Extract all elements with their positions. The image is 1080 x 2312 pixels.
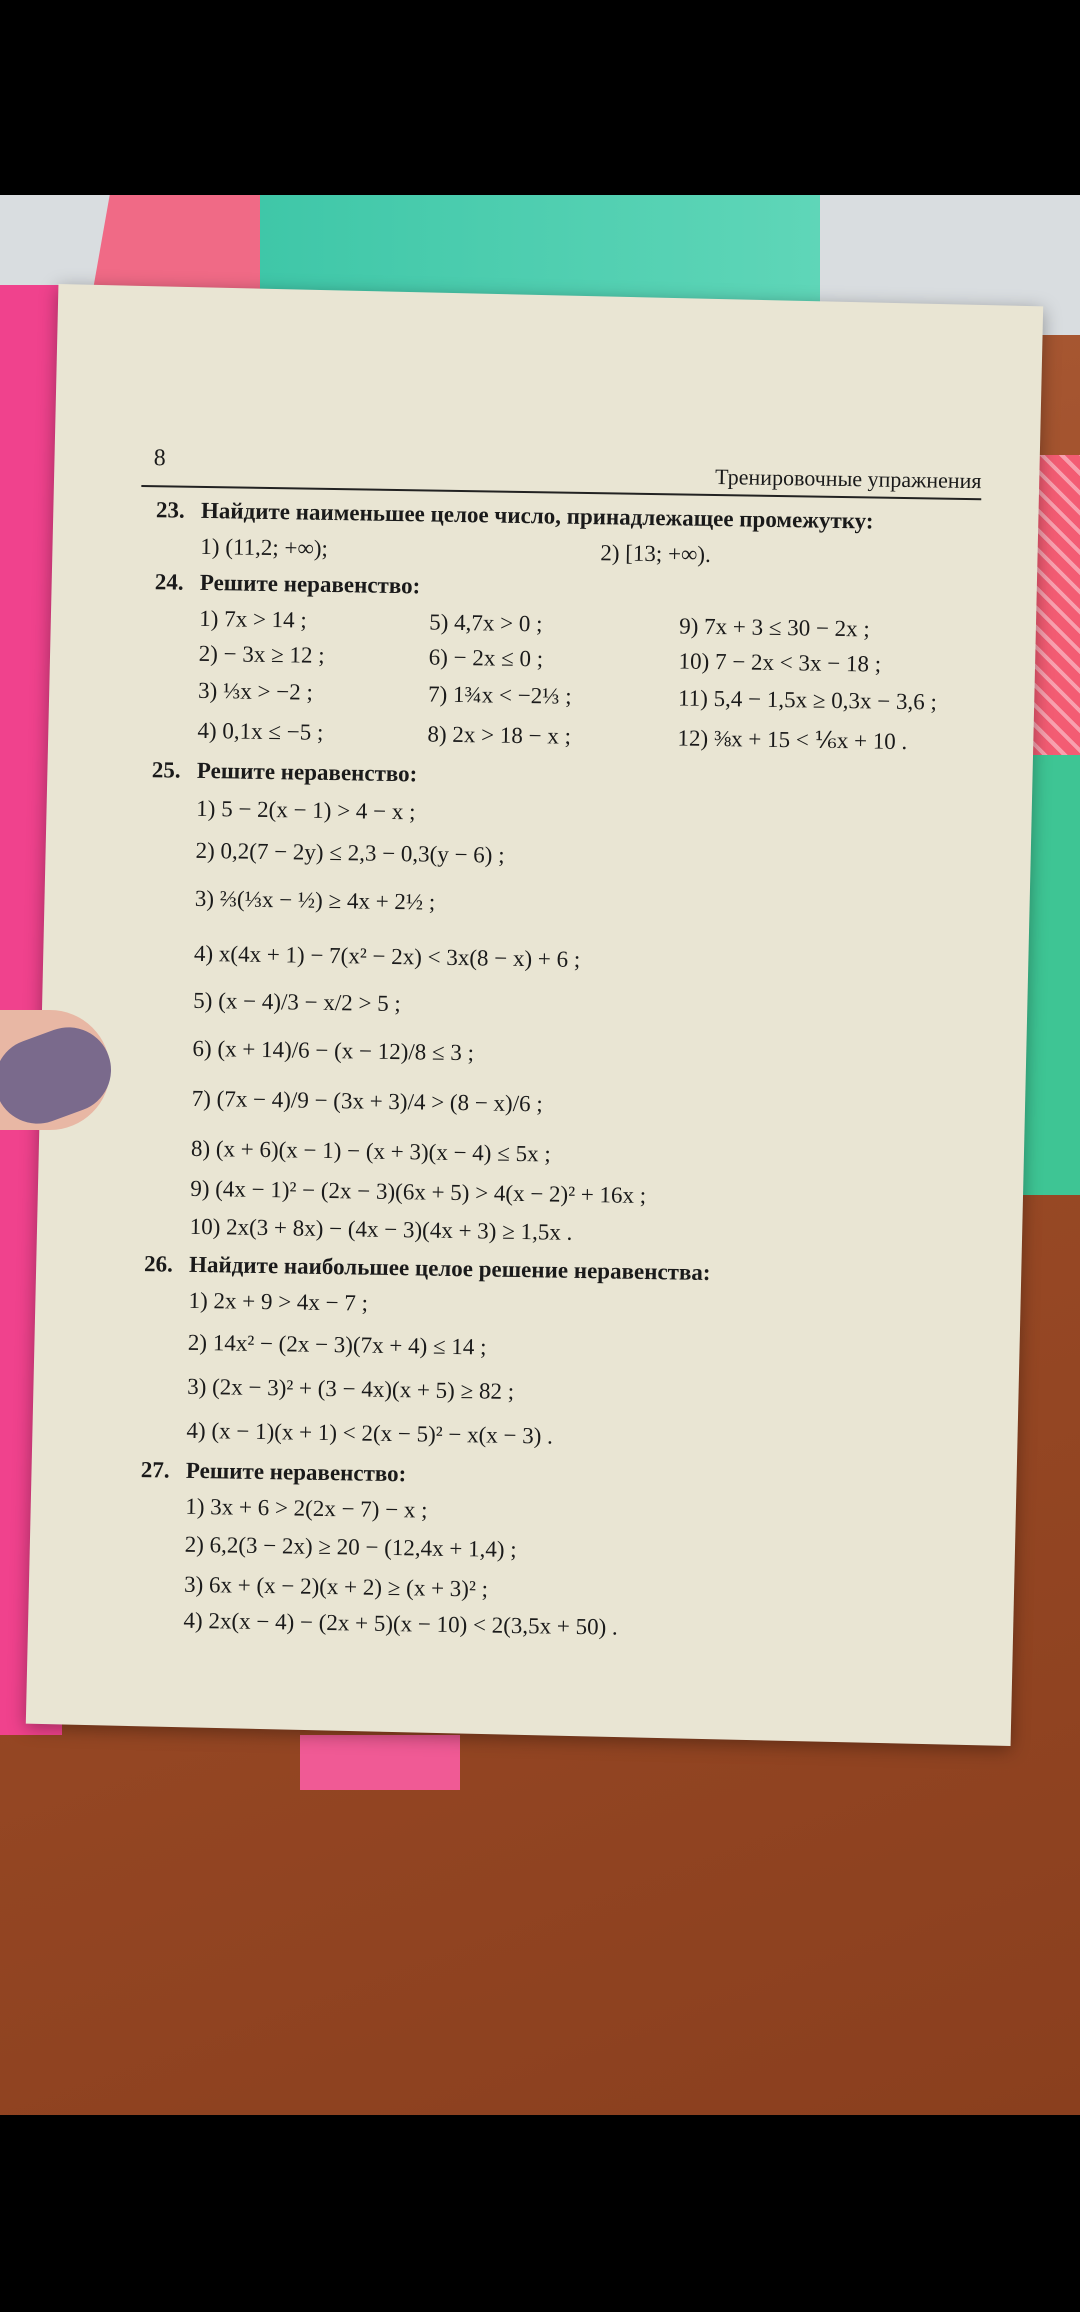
task-text: Решите неравенство: — [199, 569, 421, 599]
task-text: Решите неравенство: — [185, 1457, 407, 1487]
pink-folder-bottom — [300, 1735, 460, 1790]
task-item: 3) ⅓x > −2 ; — [197, 677, 314, 705]
task-item: 10) 7 − 2x < 3x − 18 ; — [678, 648, 882, 677]
task-item: 2) [13; +∞). — [600, 540, 712, 567]
task-item: 5) (x − 4)/3 − x/2 > 5 ; — [193, 987, 402, 1017]
task-item: 1) (11,2; +∞); — [200, 533, 329, 561]
task-item: 3) 6x + (x − 2)(x + 2) ≥ (x + 3)² ; — [183, 1571, 489, 1602]
task-text: Найдите наименьшее целое число, принадлежащее промежутку: — [200, 497, 874, 534]
task-item-circled: 4) x(4x + 1) − 7(x² − 2x) < 3x(8 − x) + 6 ; — [193, 940, 581, 972]
task-item: 1) 2x + 9 > 4x − 7 ; — [188, 1287, 369, 1316]
page-number: 8 — [153, 445, 166, 472]
task-item: 4) 0,1x ≤ −5 ; — [197, 717, 324, 745]
task-item: 8) (x + 6)(x − 1) − (x + 3)(x − 4) ≤ 5x ; — [190, 1135, 551, 1167]
task-item: 2) 6,2(3 − 2x) ≥ 20 − (12,4x + 1,4) ; — [184, 1531, 517, 1563]
task-item: 7) 1¾x < −2⅓ ; — [427, 681, 572, 709]
task-item: 1) 3x + 6 > 2(2x − 7) − x ; — [185, 1493, 428, 1523]
task-item: 1) 5 − 2(x − 1) > 4 − x ; — [196, 795, 416, 825]
task-item: 10) 2x(3 + 8x) − (4x − 3)(4x + 3) ≥ 1,5x . — [189, 1213, 573, 1245]
task-item: 9) 7x + 3 ≤ 30 − 2x ; — [679, 613, 871, 642]
letterbox-bottom — [0, 2115, 1080, 2312]
task-item-circled: 2) 14x² − (2x − 3)(7x + 4) ≤ 14 ; — [187, 1329, 487, 1360]
task-item: 5) 4,7x > 0 ; — [429, 609, 543, 637]
task-item: 3) (2x − 3)² + (3 − 4x)(x + 5) ≥ 82 ; — [187, 1373, 515, 1404]
task-item: 1) 7x > 14 ; — [199, 605, 307, 633]
task-item: 4) (x − 1)(x + 1) < 2(x − 5)² − x(x − 3) . — [186, 1417, 554, 1449]
task-item: 2) − 3x ≥ 12 ; — [198, 640, 325, 668]
task-item: 9) (4x − 1)² − (2x − 3)(6x + 5) > 4(x − 2)² + 16x ; — [190, 1175, 647, 1209]
task-item: 7) (7x − 4)/9 − (3x + 3)/4 > (8 − x)/6 ; — [191, 1085, 543, 1117]
task-number: 26. — [143, 1251, 174, 1277]
task-item: 12) ⅜x + 15 < ⅙x + 10 . — [677, 725, 908, 755]
task-item: 2) 0,2(7 − 2y) ≤ 2,3 − 0,3(y − 6) ; — [195, 837, 505, 868]
task-item: 6) − 2x ≤ 0 ; — [428, 644, 544, 672]
task-item: 3) ⅔(⅓x − ½) ≥ 4x + 2½ ; — [194, 885, 436, 915]
task-number: 25. — [151, 757, 181, 783]
task-item: 4) 2x(x − 4) − (2x + 5)(x − 10) < 2(3,5x + 50) . — [183, 1607, 618, 1640]
running-title: Тренировочные упражнения — [714, 464, 982, 494]
task-number: 24. — [154, 569, 184, 595]
task-number: 27. — [140, 1457, 170, 1483]
task-item: 8) 2x > 18 − x ; — [427, 721, 572, 749]
task-item: 11) 5,4 − 1,5x ≥ 0,3x − 3,6 ; — [677, 685, 938, 715]
task-text: Найдите наибольшее целое решение неравенства: — [188, 1251, 711, 1286]
task-number: 23. — [155, 497, 185, 523]
photo — [0, 195, 1080, 2115]
task-text: Решите неравенство: — [196, 757, 418, 787]
task-item: 6) (x + 14)/6 − (x − 12)/8 ≤ 3 ; — [192, 1035, 475, 1066]
